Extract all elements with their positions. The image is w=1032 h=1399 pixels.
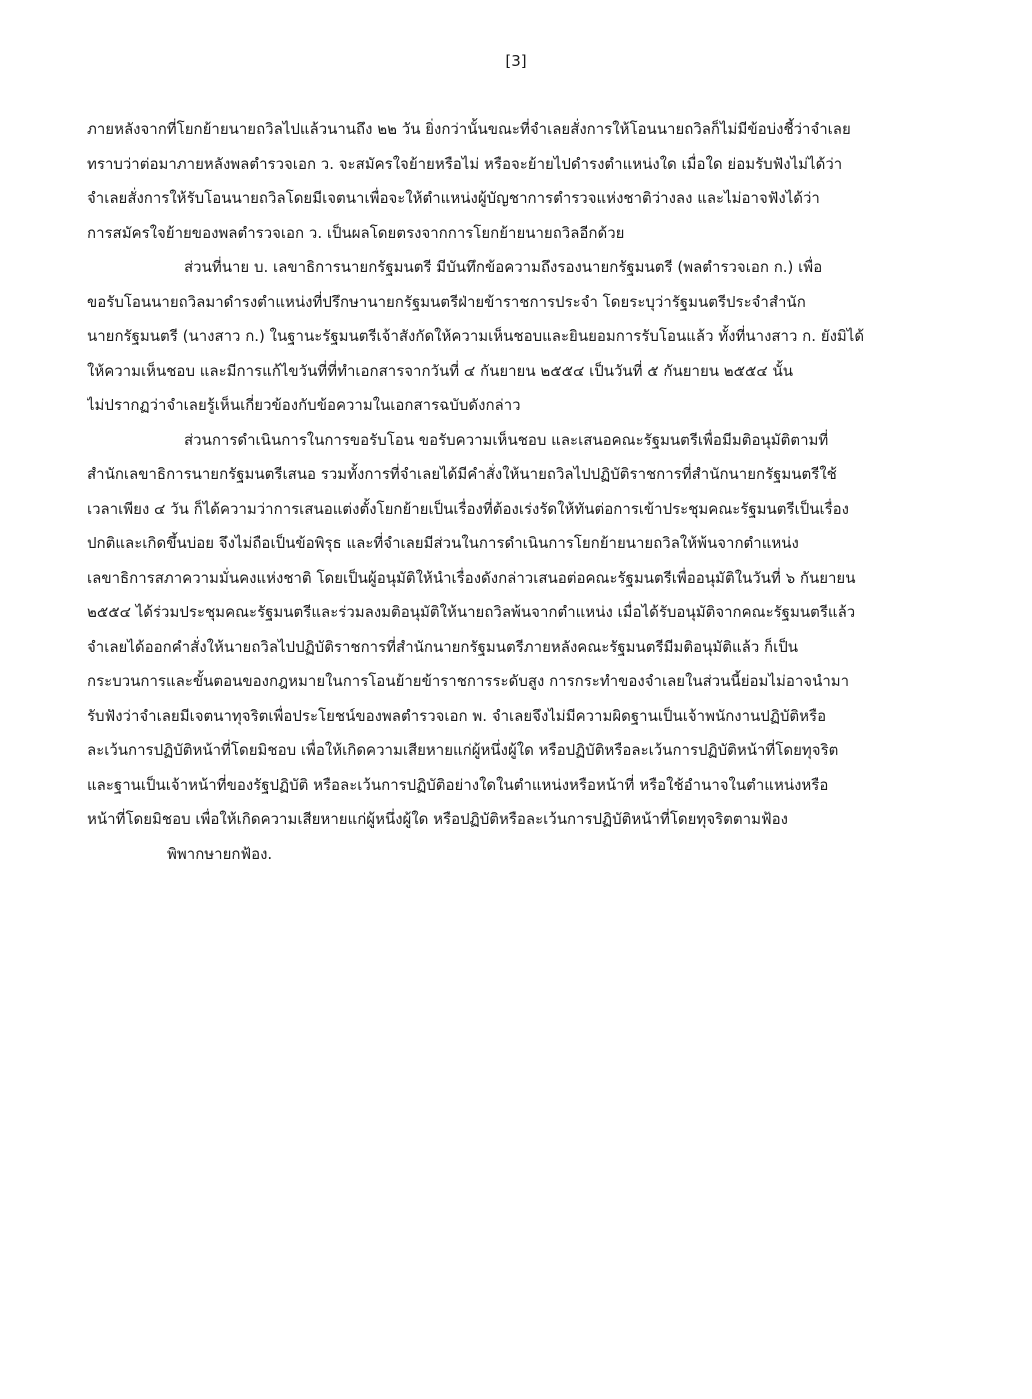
paragraph-line: ละเว้นการปฏิบัติหน้าที่โดยมิชอบ เพื่อให้เกิดความเสียหายแก่ผู้หนึ่งผู้ใด หรือปฏิบัติหรือละเว้นการปฏิบัติหน้าที่โดยทุจริต (87, 741, 839, 759)
paragraph-line: การสมัครใจย้ายของพลตำรวจเอก ว. เป็นผลโดยตรงจากการโยกย้ายนายถวิลอีกด้วย (87, 223, 625, 242)
document-body (87, 112, 957, 871)
paragraph-line: ไม่ปรากฏว่าจำเลยรู้เห็นเกี่ยวข้องกับข้อความในเอกสารฉบับดังกล่าว (87, 396, 521, 414)
paragraph-line: ส่วนการดำเนินการในการขอรับโอน ขอรับความเห็นชอบ และเสนอคณะรัฐมนตรีเพื่อมีมติอนุมัติตามที่ (184, 430, 829, 449)
paragraph-line: ๒๕๕๔ ได้ร่วมประชุมคณะรัฐมนตรีและร่วมลงมติอนุมัติให้นายถวิลพ้นจากตำแหน่ง เมื่อได้รับอนุมัติจากคณะรัฐมนตรีแล้ว (87, 603, 856, 621)
paragraph-line: กระบวนการและขั้นตอนของกฎหมายในการโอนย้ายข้าราชการระดับสูง การกระทำของจำเลยในส่วนนี้ย่อมไม่อาจนำมา (87, 672, 850, 690)
paragraph-line: ขอรับโอนนายถวิลมาดำรงตำแหน่งที่ปรึกษานายกรัฐมนตรีฝ่ายข้าราชการประจำ โดยระบุว่ารัฐมนตรีประจำสำนัก (87, 292, 806, 311)
paragraph-line: ส่วนที่นาย บ. เลขาธิการนายกรัฐมนตรี มีบันทึกข้อความถึงรองนายกรัฐมนตรี (พลตำรวจเอก ก.) เพื่อ (184, 258, 823, 276)
paragraph-line: เวลาเพียง ๔ วัน ก็ได้ความว่าการเสนอแต่งตั้งโยกย้ายเป็นเรื่องที่ต้องเร่งรัดให้ทันต่อการเข้าประชุมคณะรัฐมนตรีเป็นเรื่อง (87, 499, 849, 518)
paragraph-line: หน้าที่โดยมิชอบ เพื่อให้เกิดความเสียหายแก่ผู้หนึ่งผู้ใด หรือปฏิบัติหรือละเว้นการปฏิบัติหน้าที่โดยทุจริตตามฟ้อง (87, 810, 788, 828)
verdict-line: พิพากษายกฟ้อง. (167, 844, 273, 863)
paragraph-line: และฐานเป็นเจ้าหน้าที่ของรัฐปฏิบัติ หรือละเว้นการปฏิบัติอย่างใดในตำแหน่งหรือหน้าที่ หรือใช้อำนาจในตำแหน่งหรือ (87, 775, 829, 794)
paragraph-line: ให้ความเห็นชอบ และมีการแก้ไขวันที่ที่ทำเอกสารจากวันที่ ๔ กันยายน ๒๕๕๔ เป็นวันที่ ๕ กันยายน ๒๕๕๔ นั้น (87, 361, 794, 380)
paragraph-line: เลขาธิการสภาความมั่นคงแห่งชาติ โดยเป็นผู้อนุมัติให้นำเรื่องดังกล่าวเสนอต่อคณะรัฐมนตรีเพื่ออนุมัติในวันที่ ๖ กันยายน (87, 568, 856, 587)
paragraph-line: สำนักเลขาธิการนายกรัฐมนตรีเสนอ รวมทั้งการที่จำเลยได้มีคำสั่งให้นายถวิลไปปฏิบัติราชการที่สำนักนายกรัฐมนตรีใช้ (87, 465, 837, 483)
paragraph-line: นายกรัฐมนตรี (นางสาว ก.) ในฐานะรัฐมนตรีเจ้าสังกัดให้ความเห็นชอบและยินยอมการรับโอนแล้ว ทั้งที่นางสาว ก. ยังมิได้ (87, 327, 865, 345)
paragraph-line: จำเลยสั่งการให้รับโอนนายถวิลโดยมีเจตนาเพื่อจะให้ตำแหน่งผู้บัญชาการตำรวจแห่งชาติว่างลง และไม่อาจฟังได้ว่า (87, 189, 820, 207)
page-number: [3] (505, 52, 527, 70)
paragraph-line: รับฟังว่าจำเลยมีเจตนาทุจริตเพื่อประโยชน์ของพลตำรวจเอก พ. จำเลยจึงไม่มีความผิดฐานเป็นเจ้าพนักงานปฏิบัติหรือ (87, 706, 827, 725)
paragraph-line: ทราบว่าต่อมาภายหลังพลตำรวจเอก ว. จะสมัครใจย้ายหรือไม่ หรือจะย้ายไปดำรงตำแหน่งใด เมื่อใด ย่อมรับฟังไม่ได้ว่า (87, 154, 843, 173)
paragraph-line: จำเลยได้ออกคำสั่งให้นายถวิลไปปฏิบัติราชการที่สำนักนายกรัฐมนตรีภายหลังคณะรัฐมนตรีมีมติอนุมัติแล้ว ก็เป็น (87, 637, 799, 656)
paragraph-line: ภายหลังจากที่โยกย้ายนายถวิลไปแล้วนานถึง ๒๒ วัน ยิ่งกว่านั้นขณะที่จำเลยสั่งการให้โอนนายถวิลก็ไม่มีข้อบ่งชี้ว่าจำเลย (87, 120, 851, 138)
paragraph-line: ปกติและเกิดขึ้นบ่อย จึงไม่ถือเป็นข้อพิรุธ และที่จำเลยมีส่วนในการดำเนินการโยกย้ายนายถวิลให้พ้นจากตำแหน่ง (87, 534, 799, 552)
